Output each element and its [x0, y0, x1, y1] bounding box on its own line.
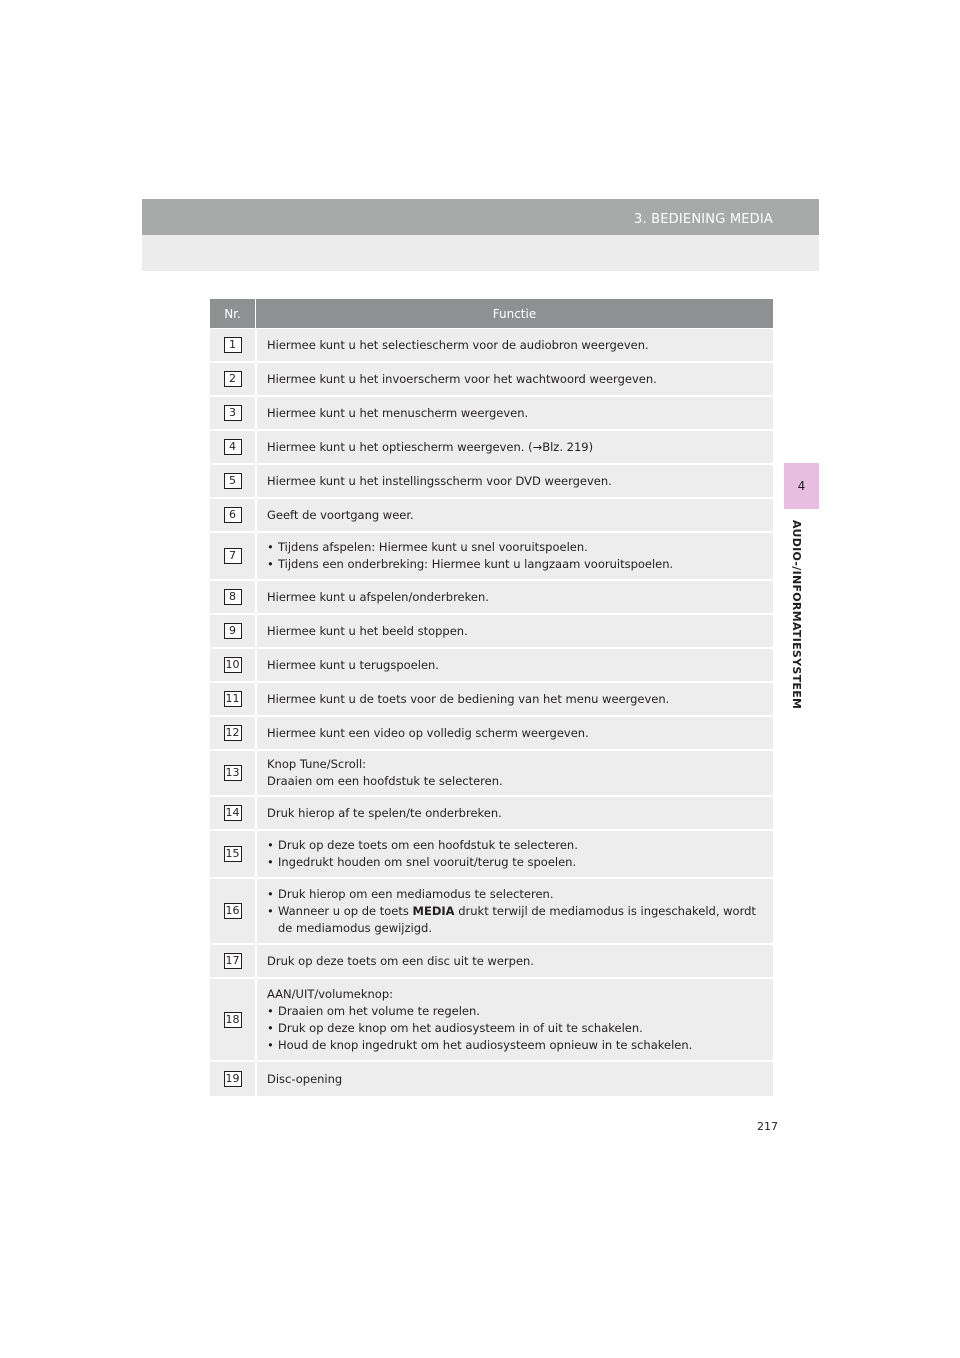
table-row — [210, 431, 773, 465]
table-row — [210, 533, 773, 581]
row-number: 10 — [225, 658, 240, 671]
row-number: 7 — [224, 548, 242, 564]
table-row — [210, 797, 773, 831]
row-number: 12 — [225, 726, 240, 739]
row-text: Draaien om een hoofdstuk te selecteren. — [267, 774, 503, 788]
row-text: Druk op deze toets om een disc uit te werpen. — [267, 953, 534, 968]
chapter-label: AUDIO-/INFORMATIESYSTEEM — [790, 520, 803, 710]
row-number: 13 — [225, 766, 240, 779]
row-number: 18 — [225, 1012, 240, 1026]
bullet-item: • Druk op deze knop om het audiosysteem in of uit te schakelen. — [267, 1020, 643, 1035]
table-row — [210, 329, 773, 363]
bullet-item: • Draaien om het volume te regelen. — [267, 1003, 480, 1018]
table-row — [210, 649, 773, 683]
bullet-item: • Tijdens een onderbreking: Hiermee kunt u langzaam vooruitspoelen. — [267, 557, 674, 571]
header-nr: Nr. — [210, 299, 256, 328]
row-number: 5 — [224, 473, 242, 489]
section-title: 3. BEDIENING MEDIA — [634, 212, 773, 227]
table-row — [210, 717, 773, 751]
table-row — [210, 1062, 773, 1098]
row-number: 14 — [225, 806, 240, 819]
header-subbar — [142, 235, 819, 271]
row-number: 8 — [224, 589, 242, 605]
row-number: 17 — [225, 954, 240, 967]
table-row — [210, 683, 773, 717]
function-table — [210, 299, 773, 1098]
row-text: Disc-opening — [267, 1071, 343, 1086]
table-row — [210, 615, 773, 649]
table-row — [210, 831, 773, 879]
table-row — [210, 465, 773, 499]
row-text: Hiermee kunt u het beeld stoppen. — [267, 623, 468, 638]
bullet-item: • Wanneer u op de toets MEDIA drukt terwijl de mediamodus is ingeschakeld, wordt de mediamodus gewijzigd. — [267, 903, 756, 935]
table-row — [210, 751, 773, 797]
row-number: 6 — [224, 507, 242, 523]
page-number: 217 — [757, 1120, 778, 1133]
row-text: Hiermee kunt u afspelen/onderbreken. — [267, 589, 489, 604]
bullet-item: • Druk op deze toets om een hoofdstuk te selecteren. — [267, 838, 578, 852]
bullet-item: • Tijdens afspelen: Hiermee kunt u snel vooruitspoelen. — [267, 540, 588, 554]
row-text: Druk hierop af te spelen/te onderbreken. — [267, 805, 502, 820]
row-text: Hiermee kunt u de toets voor de bediening van het menu weergeven. — [267, 691, 670, 706]
row-number: 19 — [225, 1072, 240, 1085]
media-key-label: MEDIA — [412, 903, 455, 918]
table-row — [210, 363, 773, 397]
row-number: 1 — [224, 337, 242, 353]
row-text: Knop Tune/Scroll: — [267, 757, 367, 771]
table-header — [210, 299, 773, 329]
row-number: 16 — [225, 904, 240, 917]
row-number: 4 — [224, 439, 242, 455]
header-function: Functie — [492, 306, 537, 321]
row-text: Hiermee kunt u het selectiescherm voor de audiobron weergeven. — [267, 337, 649, 352]
row-text: Hiermee kunt u terugspoelen. — [267, 657, 439, 672]
bullet-item: • Houd de knop ingedrukt om het audiosysteem opnieuw in te schakelen. — [267, 1037, 693, 1052]
row-text: Geeft de voortgang weer. — [267, 507, 414, 522]
row-number: 2 — [224, 371, 242, 387]
table-row — [210, 945, 773, 979]
bullet-item: • Druk hierop om een mediamodus te selecteren. — [267, 886, 554, 901]
row-text: Hiermee kunt u het instellingsscherm voor DVD weergeven. — [267, 473, 612, 488]
row-text: Hiermee kunt u het menuscherm weergeven. — [267, 405, 529, 420]
row-text: AAN/UIT/volumeknop: — [267, 986, 394, 1001]
row-number: 3 — [224, 405, 242, 421]
table-row — [210, 979, 773, 1062]
table-row — [210, 581, 773, 615]
header-bar — [142, 199, 819, 235]
row-number: 15 — [225, 847, 240, 860]
row-text: Hiermee kunt u het invoerscherm voor het wachtwoord weergeven. — [267, 371, 657, 386]
row-text: Hiermee kunt u het optiescherm weergeven. (→Blz. 219) — [267, 439, 594, 454]
row-text: Hiermee kunt een video op volledig scherm weergeven. — [267, 725, 589, 740]
table-row — [210, 499, 773, 533]
table-row — [210, 879, 773, 945]
table-row — [210, 397, 773, 431]
row-number: 9 — [224, 623, 242, 639]
chapter-tab: 4 — [784, 463, 819, 509]
row-number: 11 — [225, 692, 240, 705]
bullet-item: • Ingedrukt houden om snel vooruit/terug te spoelen. — [267, 855, 577, 869]
